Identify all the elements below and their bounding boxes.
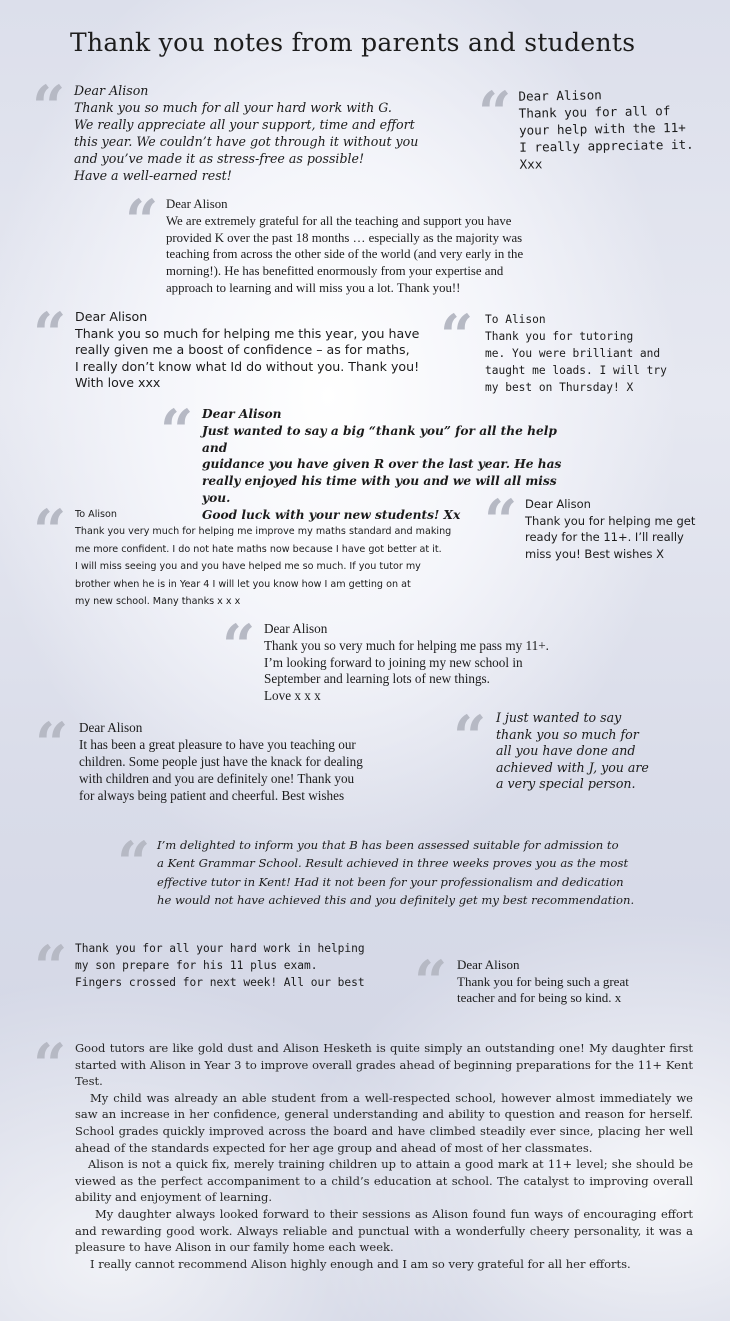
quote-mark-icon: “ <box>160 397 188 465</box>
note-text: Thank you so much for all your hard work with G. We really appreciate all your support, time and effort this year. We couldn’t have got through it without you and you’ve made it as stress-free as possible! Have a well-earned rest! <box>74 100 419 183</box>
note-greeting: Dear Alison <box>457 957 520 972</box>
note-card <box>35 710 415 804</box>
quote-mark-icon: “ <box>478 79 506 147</box>
quote-mark-icon: “ <box>33 1031 61 1099</box>
note-greeting: Dear Alison <box>264 621 328 636</box>
quote-mark-icon: “ <box>414 948 442 1016</box>
note-greeting: Dear Alison <box>79 720 143 735</box>
quote-mark-icon: “ <box>33 497 61 565</box>
testimonial-card <box>33 1031 693 1272</box>
note-card <box>453 703 683 793</box>
note-greeting: Dear Alison <box>75 309 148 324</box>
note-card <box>440 302 690 396</box>
note-text: Just wanted to say a big “thank you” for all the help and guidance you have given R over the last year. He has really enjoyed his time with you and we will all miss you. Good luck with your new students! Xx <box>202 423 562 522</box>
note-card <box>34 933 374 1001</box>
note-card <box>484 487 714 562</box>
quote-mark-icon: “ <box>222 612 250 680</box>
quote-mark-icon: “ <box>117 829 145 897</box>
note-text: We are extremely grateful for all the teaching and support you have provided K over the past 18 months … especially as the majority was teaching from across the other side of the world (and very early in the morning!). He has benefitted enormously from your expertise and approach to learning and will miss you a lot. Thank you!! <box>166 213 524 295</box>
note-card <box>33 300 433 392</box>
note-text: Thank you so very much for helping me pass my 11+. I’m looking forward to joining my new school in September and learning lots of new things. Love x x x <box>264 637 549 704</box>
note-card <box>32 73 432 184</box>
note-greeting: Dear Alison <box>74 83 149 98</box>
note-card <box>33 497 483 610</box>
testimonial-paragraph: Alison is not a quick fix, merely training children up to attain a good mark at 11+ level; she should be viewed as the perfect accompaniment to a child’s education at school. The catalyst to improving overall ability and enjoyment of learning. <box>75 1157 693 1205</box>
note-text: Thank you for tutoring me. You were brilliant and taught me loads. I will try my best on Thursday! X <box>485 330 667 394</box>
note-card <box>414 948 674 1016</box>
quote-mark-icon: “ <box>484 487 512 555</box>
note-greeting: Dear Alison <box>518 87 602 104</box>
note-card <box>125 187 575 297</box>
note-greeting: Dear Alison <box>525 497 591 511</box>
note-text: I just wanted to say thank you so much for all you have done and achieved with J, you are a very special person. <box>496 710 649 792</box>
testimonial-paragraph: My child was already an able student from a well-respected school, however almost immediately we saw an increase in her confidence, general understanding and ability to question and reason for herself. School grades quickly improved across the board and have climbed steadily ever since, placing her well ahead of the standards expected for her age group and ahead of most of her classmates. <box>75 1090 693 1155</box>
note-text: It has been a great pleasure to have you teaching our children. Some people just have the knack for dealing with children and you are definitely one! Thank you for always being patient and cheerful. Best wishes <box>79 737 363 803</box>
testimonial-paragraph: Good tutors are like gold dust and Alison Hesketh is quite simply an outstanding one! My daughter first started with Alison in Year 3 to improve overall grades ahead of beginning preparations for the 11+ Kent Test. <box>75 1041 693 1089</box>
testimonial-paragraph: I really cannot recommend Alison highly enough and I am so very grateful for all her efforts. <box>90 1256 631 1271</box>
quote-mark-icon: “ <box>440 302 468 370</box>
quote-mark-icon: “ <box>32 73 60 141</box>
quote-mark-icon: “ <box>453 703 481 771</box>
note-greeting: To Alison <box>75 509 117 520</box>
note-card <box>117 829 637 910</box>
note-greeting: Dear Alison <box>202 407 282 421</box>
quote-mark-icon: “ <box>33 300 61 368</box>
note-text: Thank you so much for helping me this year, you have really given me a boost of confidence – as for maths, I really don’t know what Id do without you. Thank you! With love xxx <box>75 325 420 391</box>
testimonial-paragraph: My daughter always looked forward to their sessions as Alison found fun ways of encouraging effort and rewarding good work. Always reliable and punctual with a wonderfully cheery personality, it was a pleasure to have Alison in our family home each week. <box>75 1206 693 1255</box>
note-text: Thank you for helping me get ready for the 11+. I’ll really miss you! Best wishes X <box>525 513 696 561</box>
note-text: Thank you for all your hard work in helping my son prepare for his 11 plus exam. Fingers crossed for next week! All our best <box>75 942 365 990</box>
quote-mark-icon: “ <box>34 933 62 1001</box>
note-text: Thank you for all of your help with the 11+ I really appreciate it. Xxx <box>518 103 694 172</box>
note-greeting: To Alison <box>485 313 546 326</box>
note-greeting: Dear Alison <box>166 197 228 211</box>
note-text: Thank you for being such a great teacher and for being so kind. x <box>457 973 629 1006</box>
quote-mark-icon: “ <box>125 187 153 255</box>
note-card <box>222 612 602 705</box>
note-text: I’m delighted to inform you that B has been assessed suitable for admission to a Kent Grammar School. Result achieved in three weeks proves you as the most effective tutor in Kent! Had it not been for your professionalism and dedication he would not have achieved this and you definitely get my best recommendation. <box>157 838 635 908</box>
note-card <box>478 79 718 172</box>
note-text: Thank you very much for helping me improve my maths standard and making me more confident. I do not hate maths now because I have got better at it. I will miss seeing you and you have helped me so much. If you tutor my brother when he is in Year 4 I will let you know how I am getting on at my new school. Many thanks x x x <box>75 526 452 608</box>
page-title: Thank you notes from parents and students <box>70 28 636 57</box>
quote-mark-icon: “ <box>35 710 63 778</box>
